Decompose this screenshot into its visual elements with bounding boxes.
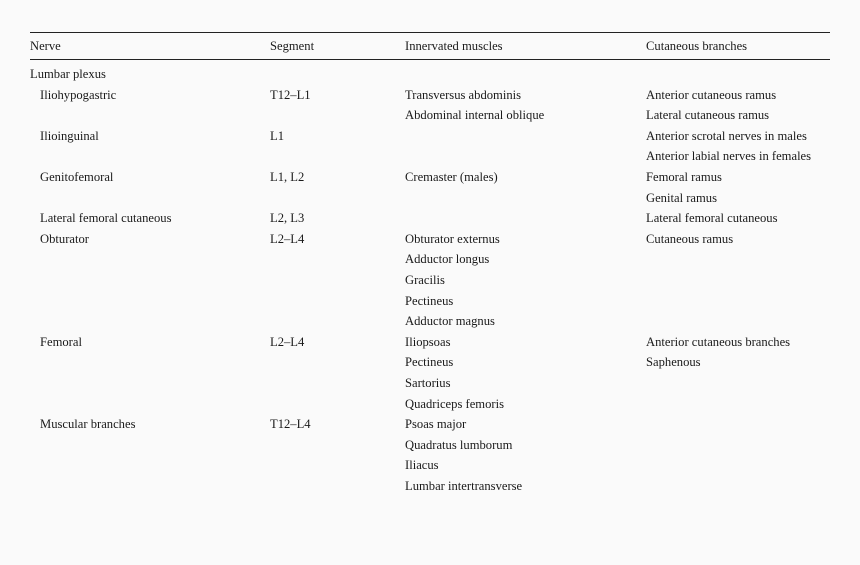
segment-value: T12–L4 (270, 417, 311, 432)
header-nerve: Nerve (30, 39, 61, 53)
innervated-muscle: Pectineus (405, 355, 454, 370)
segment-value: L2, L3 (270, 211, 305, 226)
innervated-muscle: Adductor longus (405, 252, 490, 267)
innervated-muscle: Sartorius (405, 375, 451, 390)
innervated-muscle: Iliopsoas (405, 334, 451, 349)
segment-value: L1, L2 (270, 170, 305, 184)
cutaneous-branch: Femoral ramus (646, 170, 722, 184)
innervated-muscle: Quadratus lumborum (405, 437, 513, 452)
cutaneous-branch: Anterior cutaneous ramus (646, 87, 777, 102)
cutaneous-branch: Saphenous (646, 355, 701, 370)
header-innervated-muscles: Innervated muscles (405, 39, 503, 53)
table-row (30, 208, 830, 229)
innervated-muscle: Transversus abdominis (405, 87, 522, 102)
nerve-name: Ilioinguinal (40, 128, 99, 143)
header-cutaneous-branches: Cutaneous branches (646, 39, 748, 53)
cutaneous-branch: Anterior scrotal nerves in males (646, 128, 807, 143)
segment-value: T12–L1 (270, 87, 311, 102)
table-body (30, 60, 830, 530)
nerve-name: Lateral femoral cutaneous (40, 211, 172, 226)
innervated-muscle: Adductor magnus (405, 314, 495, 329)
cutaneous-branch: Cutaneous ramus (646, 231, 734, 246)
table-row (30, 126, 830, 167)
nerve-name: Iliohypogastric (40, 87, 117, 102)
table-row (30, 167, 830, 208)
table-row (30, 414, 830, 496)
cutaneous-branch: Genital ramus (646, 190, 717, 205)
innervated-muscle: Cremaster (males) (405, 170, 498, 184)
segment-value: L2–L4 (270, 231, 305, 246)
innervated-muscle: Iliacus (405, 458, 439, 473)
nerve-table (30, 32, 830, 530)
innervated-muscle: Gracilis (405, 272, 445, 287)
table-row (30, 332, 830, 414)
nerve-name: Obturator (40, 231, 89, 246)
innervated-muscle: Obturator externus (405, 231, 500, 246)
innervated-muscle: Pectineus (405, 293, 454, 308)
innervated-muscle: Abdominal internal oblique (405, 108, 545, 123)
innervated-muscle: Quadriceps femoris (405, 396, 504, 411)
cutaneous-branch: Lateral cutaneous ramus (646, 108, 770, 123)
cutaneous-branch: Lateral femoral cutaneous (646, 211, 778, 226)
cutaneous-branch: Anterior cutaneous branches (646, 334, 791, 349)
header-segment: Segment (270, 39, 315, 53)
cutaneous-branch: Anterior labial nerves in females (646, 149, 812, 164)
table-row (30, 229, 830, 332)
group-label: Lumbar plexus (30, 67, 106, 81)
table-header-row (30, 33, 830, 59)
segment-value: L1 (270, 128, 284, 143)
innervated-muscle: Psoas major (405, 417, 467, 432)
table-row (30, 85, 830, 126)
segment-value: L2–L4 (270, 334, 305, 349)
nerve-name: Femoral (40, 334, 82, 349)
innervated-muscle: Lumbar intertransverse (405, 478, 523, 493)
nerve-name: Muscular branches (40, 417, 136, 432)
nerve-name: Genitofemoral (40, 170, 114, 184)
